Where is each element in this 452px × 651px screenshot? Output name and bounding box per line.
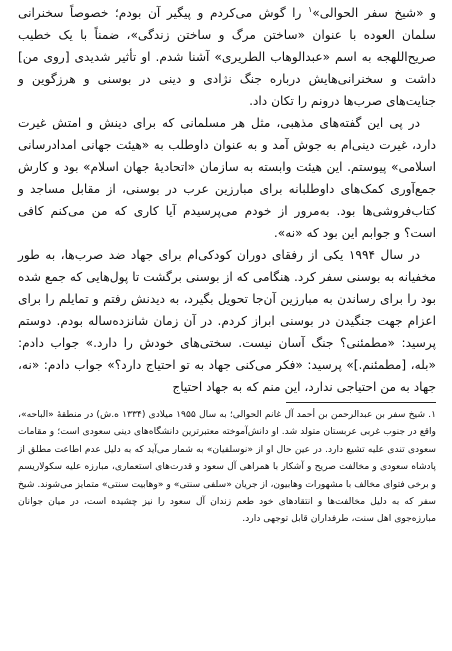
paragraph-3: در سال ۱۹۹۴ یکی از رفقای دوران کودکی‌ام برای جهاد ضد صرب‌ها، به طور مخفیانه به بوسنی سفر کرد. هنگامی که از بوسنی برگشت تا پول‌هایی که جمع شده بود را برای رساندن به مبارزین آن‌جا تحویل بگیرد، به دیدنش رفتم و تمایلم را برای اعزام جهت جنگیدن در بوسنی ابراز کردم. در آن زمان شانزده‌ساله بودم. دوستم پرسید: «مطمئنی؟ جنگ آسان نیست. سختی‌های خودش را دارد.» جواب دادم: «بله، [مطمئنم.]» پرسید: «فکر می‌کنی جهاد به تو احتیاج دارد؟» جواب دادم: «نه، جهاد به من احتیاجی ندارد، این منم که به جهاد احتیاج: [18, 248, 436, 394]
main-text: [18, 2, 436, 398]
footnote-1: ۱. شیخ سفر بن عبدالرحمن بن أحمد آل غانم الحوالی؛ به سال ۱۹۵۵ میلادی (۱۳۳۴ ه.ش) در منطقهٔ «الباحه»، واقع در جنوب غربی عربستان متولد شد. او دانش‌آموخته معتبرترین دانشگاه‌های دینی سعودی است؛ و مقامات سعودی تندی علیه تشیع دارد. در عین حال او از «نوسلفیان» به شمار می‌آید که به دلیل عدم اطاعت مطلق از پادشاه سعودی و مخالفت صریح و آشکار با همراهی آل سعود و قدرت‌های استعماری، مبارزه علیه سکولاریسم و برخی فتوای مخالف با مشهورات وهابیون، از جریان «سلفی سنتی» و «وهابیت سنتی» متمایز می‌شوند. شیخ سفر که به دلیل مخالفت‌ها و انتقادهای خود طعم زندان آل سعود را نیز چشیده است، در میان جوانان مبارزه‌جوی اهل سنت، طرفداران قابل توجهی دارد.: [18, 409, 436, 525]
paragraph-1: [18, 2, 436, 112]
footnotes: [18, 406, 436, 528]
footnote-ref-1[interactable]: ۱: [307, 4, 313, 14]
paragraph-1-text-a: و «شیخ سفر الحوالی»: [312, 6, 436, 20]
paragraph-2: در پی این گفته‌های مذهبی، مثل هر مسلمانی که برای دینش و امتش غیرت دارد، غیرت دینی‌ام به جوش آمد و به عنوان داوطلب به «هیئت جهانی امدادرسانی اسلامی» پیوستم. این هیئت وابسته به سازمان «اتحادیهٔ جهان اسلام» بود و کارش جمع‌آوری کمک‌های داوطلبانه برای مبارزین عرب در بوسنی، از مقابل مساجد و کتاب‌فروشی‌ها بود. به‌مرور از خودم می‌پرسیدم آیا کاری که من می‌کنم کافی است؟ و جوابم این بود که «نه».: [18, 116, 436, 240]
paragraph-1-text-b: را گوش می‌کردم و پیگیر آن بودم؛ خصوصاً سخنرانی سلمان العوده با عنوان «ساختن مرگ و ساختن زندگی»، ضمناً با یک خطیب صریح‌اللهجه به اسم «عبدالوهاب الطریری» آشنا شدم. او تأثیر شدیدی [روی من] داشت و سخنرانی‌هایش درباره جنگ نژادی و دینی در بوسنی و هرزگوین و جنایت‌های صرب‌ها درونم را تکان داد.: [18, 6, 436, 108]
footnote-divider: [286, 402, 436, 403]
